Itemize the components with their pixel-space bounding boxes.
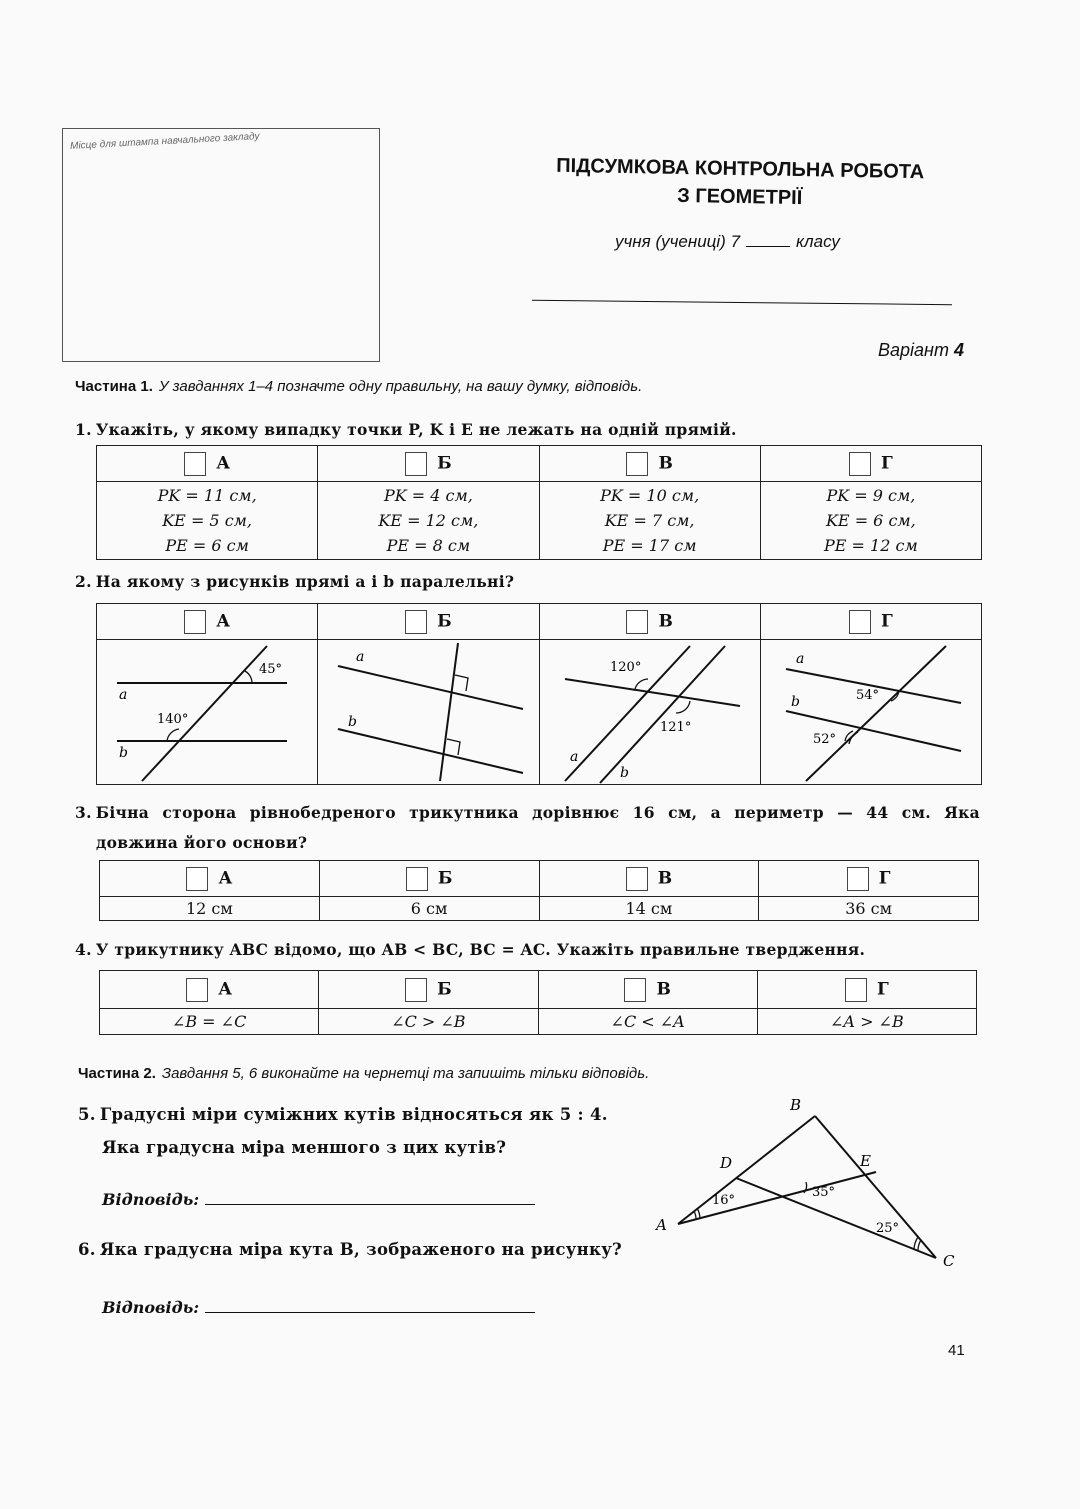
q2a-angle-1: 45°: [259, 661, 283, 677]
q4-option-a-value: ∠B = ∠C: [100, 1009, 319, 1035]
q6-number: 6.: [78, 1240, 96, 1259]
q2c-angle-2: 121°: [659, 719, 691, 735]
q1-option-b-body: PK = 4 см, KE = 12 см, PE = 8 см: [318, 482, 539, 560]
q1-number: 1.: [75, 420, 92, 439]
q6-text: [78, 1240, 622, 1259]
q5-answer-line[interactable]: [205, 1190, 535, 1205]
student-suffix: класу: [796, 232, 840, 251]
part2-label: Частина 2.: [78, 1065, 156, 1082]
q2-number: 2.: [75, 572, 92, 591]
q1-option-b-head[interactable]: [318, 446, 539, 482]
fig6-label-a: A: [656, 1216, 667, 1234]
q1-options-table: [96, 445, 982, 560]
q2d-angle-1: 54°: [855, 687, 879, 703]
q6-question: Яка градусна міра кута B, зображеного на рисунку?: [99, 1240, 623, 1259]
q3-question-line1: Бічна сторона рівнобедреного трикутника дорівнює 16 см, а периметр — 44 см. Яка: [95, 803, 980, 822]
q4-text: [75, 940, 865, 959]
student-class-line: [615, 232, 840, 252]
q3-checkbox-d[interactable]: [847, 867, 869, 891]
q1-option-a-head[interactable]: [97, 446, 318, 482]
q2a-label-a: a: [119, 686, 128, 703]
q2c-label-a: a: [569, 748, 578, 765]
stamp-box: [62, 128, 380, 362]
q3-option-c-value: 14 см: [539, 897, 759, 921]
q4-option-d-head[interactable]: Г: [757, 971, 976, 1009]
q5-answer: [102, 1190, 535, 1209]
q2d-angle-2: 52°: [812, 731, 836, 747]
q3-checkbox-a[interactable]: [186, 867, 208, 891]
q3-option-d-value: 36 см: [759, 897, 979, 921]
q1-option-a-body: PK = 11 см, KE = 5 см, PE = 6 см: [97, 482, 318, 560]
q4-option-c-value: ∠C < ∠A: [538, 1009, 757, 1035]
variant-label: Варіант: [878, 340, 949, 360]
q2-figure-c: [540, 641, 760, 784]
q2-figure-a: [97, 641, 317, 784]
q3-checkbox-b[interactable]: [406, 867, 428, 891]
q3-text: [75, 803, 980, 822]
q1-letter-c: В: [658, 453, 673, 473]
q1-checkbox-d[interactable]: [849, 452, 871, 476]
fig6-label-c: C: [943, 1252, 955, 1270]
q3-option-d-head[interactable]: Г: [759, 861, 979, 897]
q2-checkbox-a[interactable]: [184, 610, 206, 634]
q6-triangle-figure: [640, 1090, 980, 1280]
q2b-label-b: b: [348, 713, 358, 730]
q3-number: 3.: [75, 803, 92, 822]
q1-letter-b: Б: [437, 453, 452, 473]
q2-option-b-head[interactable]: Б: [318, 604, 539, 640]
q6-answer-line[interactable]: [205, 1298, 535, 1313]
q2-options-table: [96, 603, 982, 785]
q2-figure-d-cell: [760, 640, 981, 785]
q5-question-line2: Яка градусна міра меншого з цих кутів?: [102, 1138, 507, 1157]
q5-text-line1: [78, 1105, 608, 1124]
q5-question-line1: Градусні міри суміжних кутів відносяться як 5 : 4.: [99, 1105, 608, 1124]
q2a-angle-2: 140°: [157, 711, 189, 727]
fig6-angle-a: 16°: [712, 1193, 736, 1208]
q1-checkbox-b[interactable]: [405, 452, 427, 476]
q2-question: На якому з рисунків прямі a і b паралельні?: [95, 572, 515, 591]
q2-option-a-head[interactable]: А: [97, 604, 318, 640]
q2-checkbox-b[interactable]: [405, 610, 427, 634]
q2-figure-a-cell: [97, 640, 318, 785]
q2b-label-a: a: [356, 648, 365, 665]
q1-checkbox-a[interactable]: [184, 452, 206, 476]
q4-question: У трикутнику ABC відомо, що AB < BC, BC = AC. Укажіть правильне твердження.: [95, 940, 866, 959]
class-blank[interactable]: [746, 232, 790, 247]
q2-text: [75, 572, 514, 591]
q6-answer: [102, 1298, 535, 1317]
part2-heading: [78, 1065, 649, 1082]
q6-answer-label: Відповідь:: [102, 1298, 200, 1317]
q2d-label-b: b: [790, 693, 800, 710]
q1-letter-a: А: [216, 453, 231, 473]
q2c-angle-1: 120°: [609, 659, 641, 675]
q2c-label-b: b: [619, 764, 629, 781]
q3-option-a-head[interactable]: А: [100, 861, 320, 897]
q4-options-table: [99, 970, 977, 1035]
q1-text: [75, 420, 737, 439]
part1-instruction: У завданнях 1–4 позначте одну правильну, на вашу думку, відповідь.: [158, 378, 643, 395]
q1-question: Укажіть, у якому випадку точки P, K і E не лежать на одній прямій.: [95, 420, 737, 439]
title-line-2: З ГЕОМЕТРІЇ: [677, 184, 803, 210]
q2-option-d-head[interactable]: Г: [760, 604, 981, 640]
page-title: [520, 151, 961, 215]
q4-number: 4.: [75, 940, 92, 959]
fig6-label-e: E: [860, 1152, 871, 1170]
q4-option-b-value: ∠C > ∠B: [319, 1009, 538, 1035]
q2-figure-c-cell: [539, 640, 760, 785]
variant: [878, 340, 964, 361]
fig6-label-b: B: [790, 1096, 802, 1114]
student-prefix: учня (учениці) 7: [615, 232, 741, 251]
q2-checkbox-c[interactable]: [626, 610, 648, 634]
q2-figure-b: [318, 641, 538, 784]
q3-option-b-head[interactable]: Б: [319, 861, 539, 897]
q3-option-a-value: 12 см: [100, 897, 320, 921]
student-name-line[interactable]: [532, 300, 952, 305]
fig6-label-d: D: [720, 1154, 733, 1172]
q1-checkbox-c[interactable]: [626, 452, 648, 476]
part2-instruction: Завдання 5, 6 виконайте на чернетці та запишіть тільки відповідь.: [161, 1065, 650, 1082]
q1-letter-d: Г: [881, 453, 893, 473]
stamp-label: Місце для штампа навчального закладу: [69, 131, 260, 152]
q1-option-c-head[interactable]: [539, 446, 760, 482]
q3-option-c-head[interactable]: В: [539, 861, 759, 897]
q5-number: 5.: [78, 1105, 96, 1124]
fig6-angle-c: 25°: [876, 1221, 900, 1236]
q5-answer-label: Відповідь:: [102, 1190, 200, 1209]
q1-option-c-body: PK = 10 см, KE = 7 см, PE = 17 см: [539, 482, 760, 560]
q1-option-d-head[interactable]: [760, 446, 981, 482]
q4-checkbox-a[interactable]: [186, 978, 208, 1002]
q4-checkbox-d[interactable]: [845, 978, 867, 1002]
part1-label: Частина 1.: [75, 378, 153, 395]
q2-figure-b-cell: [318, 640, 539, 785]
variant-number: 4: [953, 340, 964, 360]
q3-option-b-value: 6 см: [319, 897, 539, 921]
q4-checkbox-b[interactable]: [405, 978, 427, 1002]
q4-option-b-head[interactable]: Б: [319, 971, 538, 1009]
page-number: 41: [948, 1342, 965, 1359]
q4-checkbox-c[interactable]: [624, 978, 646, 1002]
q3-checkbox-c[interactable]: [626, 867, 648, 891]
title-line-1: ПІДСУМКОВА КОНТРОЛЬНА РОБОТА: [556, 154, 925, 184]
q4-option-a-head[interactable]: А: [100, 971, 319, 1009]
q3-question-line2: довжина його основи?: [96, 833, 308, 852]
q2-figure-d: [761, 641, 981, 784]
q2-checkbox-d[interactable]: [849, 610, 871, 634]
q3-options-table: [99, 860, 979, 921]
part1-heading: [75, 378, 642, 395]
q2-option-c-head[interactable]: В: [539, 604, 760, 640]
q4-option-d-value: ∠A > ∠B: [757, 1009, 976, 1035]
fig6-angle-mid: 35°: [812, 1185, 836, 1200]
q4-option-c-head[interactable]: В: [538, 971, 757, 1009]
q1-option-d-body: PK = 9 см, KE = 6 см, PE = 12 см: [760, 482, 981, 560]
q2d-label-a: a: [795, 650, 805, 667]
q2a-label-b: b: [119, 744, 128, 761]
